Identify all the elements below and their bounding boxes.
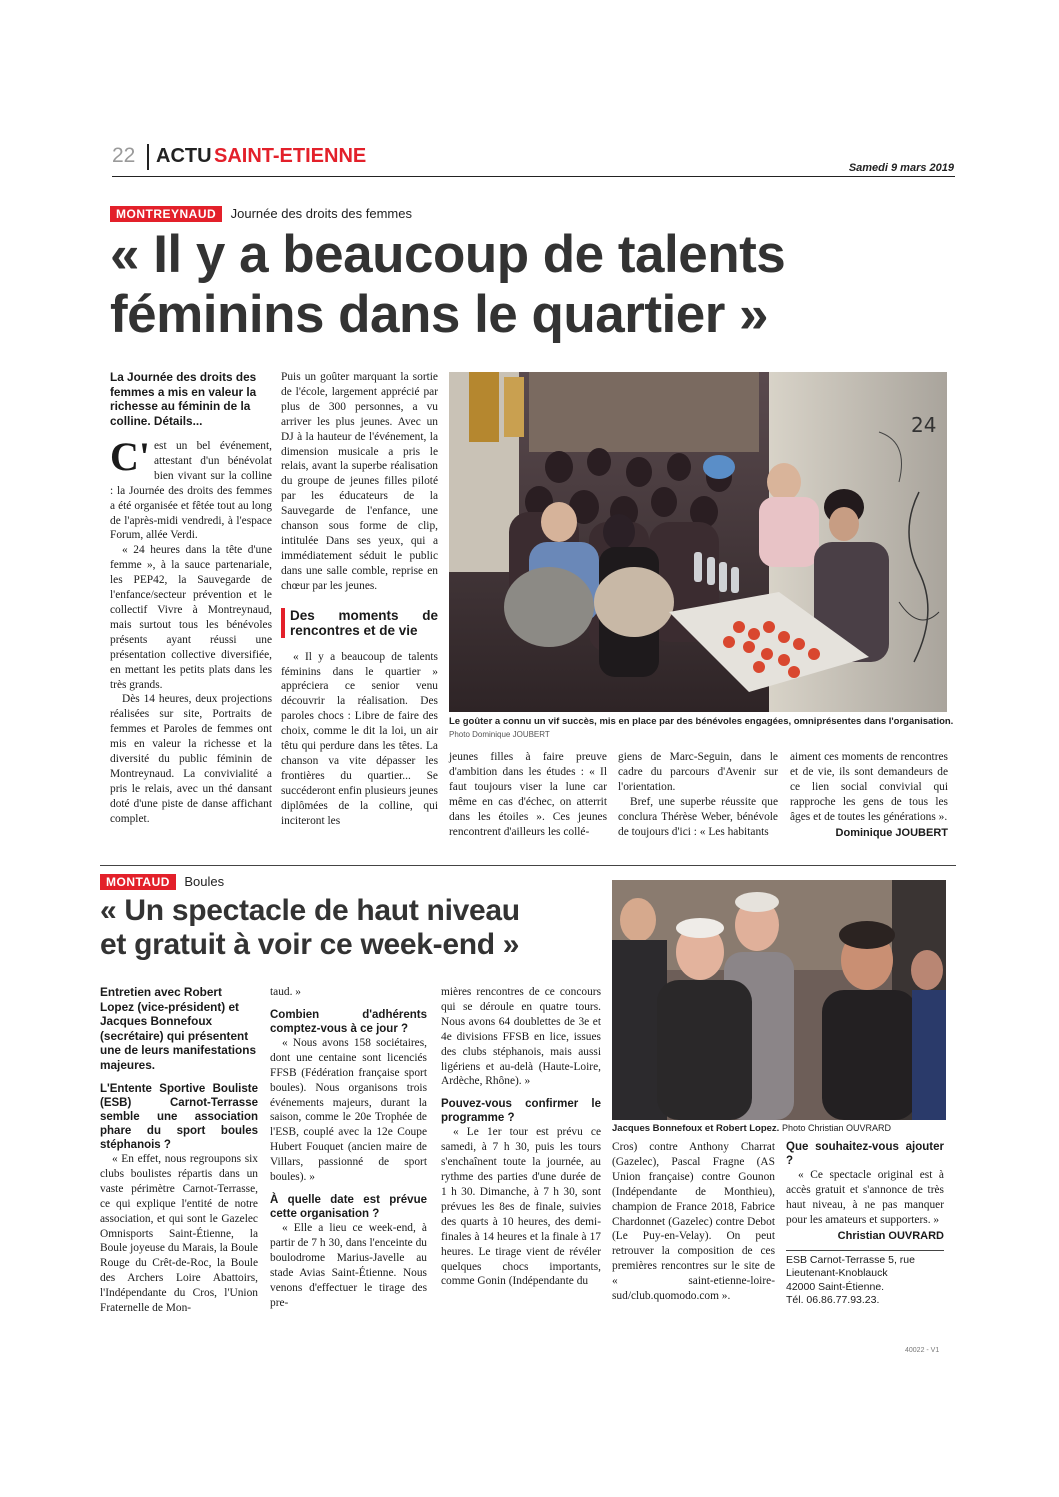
article2-question: Que souhaitez-vous ajouter ?	[786, 1141, 944, 1167]
article2-chapo: Entretien avec Robert Lopez (vice-président) et Jacques Bonnefoux (secrétaire) qui présentent une de leurs manifestations majeures.	[100, 985, 257, 1072]
article2-question: Pouvez-vous confirmer le programme ?	[441, 1098, 601, 1125]
article2-answer: « Nous avons 158 sociétaires, dont une centaine sont licenciés FFSB (Fédération française sport boules). Nous organisons trois événements majeurs, durant la saison, comme le 20e Trophée de l'ESB, couplé avec la 12e Coupe Hubert Fouquet (ancien maire de Villars, passionné de sport boules). »	[270, 1036, 427, 1184]
article1-kicker-sub: Journée des droits des femmes	[230, 206, 412, 221]
article2-kicker: MONTAUD	[100, 874, 176, 890]
article1-signature: Dominique JOUBERT	[835, 826, 948, 839]
page-number: 22	[112, 144, 136, 167]
article2-col4	[612, 1140, 775, 1304]
article2-photo	[612, 880, 946, 1120]
article2-question: L'Entente Sportive Bouliste (ESB) Carnot-Terrasse semble une association phare du sport boules stéphanois ?	[100, 1083, 258, 1151]
footer-code: 40022 - V1	[905, 1347, 940, 1354]
article2-answer: « En effet, nous regroupons six clubs boulistes répartis dans un vaste périmètre Carnot-Terrasse, ce qui explique l'entité de notre association, et qui sont le Gazelec Omnisports Saint-Étienne, la Boule joyeuse du Marais, la Boule Rouge du Crêt-de-Roc, la Boule des Archers Loire Abattoirs, l'Indépendante du Cros, l'Union Fraternelle de Mon-	[100, 1153, 258, 1315]
masthead-rule	[112, 176, 955, 177]
article2-photo-caption-row	[612, 1123, 947, 1134]
article1-kicker-row	[110, 205, 412, 223]
article1-headline-line2: féminins dans le quartier »	[110, 285, 769, 344]
article1-col4-para: giens de Marc-Seguin, dans le cadre du parcours d'Avenir sur l'orientation.	[618, 751, 778, 793]
masthead-divider	[147, 144, 149, 170]
article2-question: À quelle date est prévue cette organisation ?	[270, 1193, 427, 1220]
article1-col1-body	[110, 434, 272, 827]
crowd-photo	[449, 372, 947, 712]
article1-col1-para: « 24 heures dans la tête d'une femme », à la sauce partenariale, les PEP42, la Sauvegarde de l'enfance/secteur prévention et le collectif Vivre à Montreynaud, mais surtout tous les bénévoles présents ayant réussi une présentation collective diversifiée, en mettant les petits plats dans les très grands.	[110, 544, 272, 691]
article1-col4	[618, 750, 778, 839]
article2-col3	[441, 985, 601, 1289]
article1-col3-para: jeunes filles à faire preuve d'ambition dans les études : « Il faut toujours viser la lune car même en cas d'échec, on atterrit dans les étoiles ». Ces jeunes rencontrent d'ailleurs les collé-	[449, 751, 607, 838]
article1-col5	[790, 750, 948, 839]
article2-photo-caption: Jacques Bonnefoux et Robert Lopez.	[612, 1123, 780, 1134]
article1-dropcap: C'	[110, 434, 150, 479]
article1-photo-credit: Photo Dominique JOUBERT	[449, 730, 550, 739]
article1-col2b-para: « Il y a beaucoup de talents féminins dans le quartier » appréciera ce senior venu découvrir la réalisation. Des paroles chocs : Libre de faire des choix, comme le dit la loi, un air têtu qui perdure dans les têtes. La chanson va vite dépasser les frontières du quartier... Se succéderont enfin plusieurs jeunes diplômées de la colline, qui inciteront les	[281, 650, 438, 827]
info-line: 42000 Saint-Étienne.	[786, 1280, 885, 1293]
article2-signature: Christian OUVRARD	[837, 1229, 944, 1242]
article2-col2	[270, 985, 427, 1310]
article2-question: Combien d'adhérents comptez-vous à ce jour ?	[270, 1008, 427, 1035]
article2-kicker-sub: Boules	[184, 874, 225, 889]
portrait-photo	[612, 880, 946, 1120]
article1-headline	[110, 225, 930, 345]
edition-date: Samedi 9 mars 2019	[848, 162, 954, 174]
article1-col4-para: Bref, une superbe réussite que conclura Thérèse Weber, bénévole de toujours d'ici : « Les habitants	[618, 795, 778, 838]
article2-answer: mières rencontres de ce concours qui se déroule en quatre tours. Nous avons 64 doublettes de 3e et 4e divisions FFSB en lice, issues des clubs stéphanois, mais aussi ligériens et au-delà (Haute-Loire, Ardèche, Rhône). »	[441, 986, 601, 1088]
section-prefix: ACTU	[156, 145, 212, 167]
article1-chapo: La Journée des droits des femmes a mis en valeur la richesse au féminin de la colline. Détails...	[110, 370, 257, 428]
info-line: ESB Carnot-Terrasse 5, rue Lieutenant-Knoblauck	[786, 1253, 915, 1280]
article2-answer: « Ce spectacle original est à accès gratuit et s'annonce de très haut niveau, à ne pas manquer pour les amateurs et supporters. »	[786, 1169, 944, 1226]
article1-col5-para: aiment ces moments de rencontres et de vie, ils sont demandeurs de ce lien social convivial qui rapproche les gens de tous les âges et de toutes les générations ».	[790, 751, 948, 823]
masthead	[112, 142, 954, 172]
article1-col1	[110, 370, 272, 827]
info-line: Tél. 06.86.77.93.23.	[786, 1294, 880, 1307]
article1-col2-para: Puis un goûter marquant la sortie de l'école, largement apprécié par plus de 300 personnes, a vu arriver les plus jeunes. Avec un DJ à la hauteur de l'événement, la dimension musicale a pris le relais, avant la superbe réalisation du groupe de jeunes filles piloté par les éducateurs de la Sauvegarde de l'enfance, une chanson sous forme de clip, intitulée Dans ses yeux, qui a immédiatement séduit le public dans une salle comble, reprise en chœur par les jeunes.	[281, 371, 438, 592]
article1-photo	[449, 372, 947, 712]
article2-headline-line2: et gratuit à voir ce week-end »	[100, 928, 520, 961]
article2-col1	[100, 985, 258, 1316]
article1-col2	[281, 370, 438, 828]
article1-photo-caption: Le goûter a connu un vif succès, mis en place par des bénévoles engagées, omniprésentes dans l'organisation.	[449, 716, 954, 727]
section-name: SAINT-ETIENNE	[214, 145, 367, 167]
article1-kicker: MONTREYNAUD	[110, 206, 222, 222]
article-separator	[100, 865, 956, 866]
article2-headline-line1: « Un spectacle de haut niveau	[100, 894, 520, 927]
article2-col5	[786, 1140, 944, 1308]
article2-answer: « Elle a lieu ce week-end, à partir de 7 h 30, dans l'enceinte du boulodrome Marius-Javelle au stade Avias Saint-Étienne. Nous venons d'effectuer le tirage des pre-	[270, 1221, 427, 1309]
article1-col3	[449, 750, 607, 839]
article2-photo-credit: Photo Christian OUVRARD	[781, 1123, 892, 1133]
photo-wall-number: 24	[911, 413, 937, 437]
article2-headline	[100, 894, 600, 962]
article1-col1-para: est un bel événement, attestant d'un bénévolat bien vivant sur la colline : la Journée des droits des femmes a été organisée et fêtée tout au long de l'après-midi vendredi, à l'espace Forum, allée Verdi.	[110, 440, 272, 542]
article2-answer: « Le 1er tour est prévu ce samedi, à 7 h 30, puis les tours s'enchaînent toute la journée, au rythme des parties d'une durée de 1 h 30. Dimanche, à 7 h 30, sont prévues les 8es de finale, suivies des quarts à 10 heures, des demi-finales à 14 heures et la finale à 17 heures. Le tirage vient de révéler quelques chocs importants, comme Gonin (Indépendante du	[441, 1126, 601, 1288]
article2-answer: Cros) contre Anthony Charrat (Gazelec), Pascal Fragne (AS Union française) contre Gounon (Indépendante de Monthieu), champion de France 2018, Fabrice Chardonnet (Gazelec) contre Debot (Le Puy-en-Velay). On peut retrouver la composition de ces premières rencontres sur le site de « saint-etienne-loire-sud/club.quomodo.com ».	[612, 1141, 775, 1303]
article1-col1-para: Dès 14 heures, deux projections réalisées sur site, Portraits de femmes et Paroles de femmes ont mis en valeur la richesse et la diversité du public féminin de Montreynaud. La convivialité a pris le relais, avec un thé dansant doté d'une piste de danse affichant complet.	[110, 693, 272, 825]
article2-answer: taud. »	[270, 986, 302, 998]
article2-info-box	[786, 1250, 944, 1308]
article1-subhead: Des moments de rencontres et de vie	[281, 608, 438, 638]
article1-headline-line1: « Il y a beaucoup de talents	[110, 225, 786, 284]
article2-kicker-row	[100, 873, 224, 891]
